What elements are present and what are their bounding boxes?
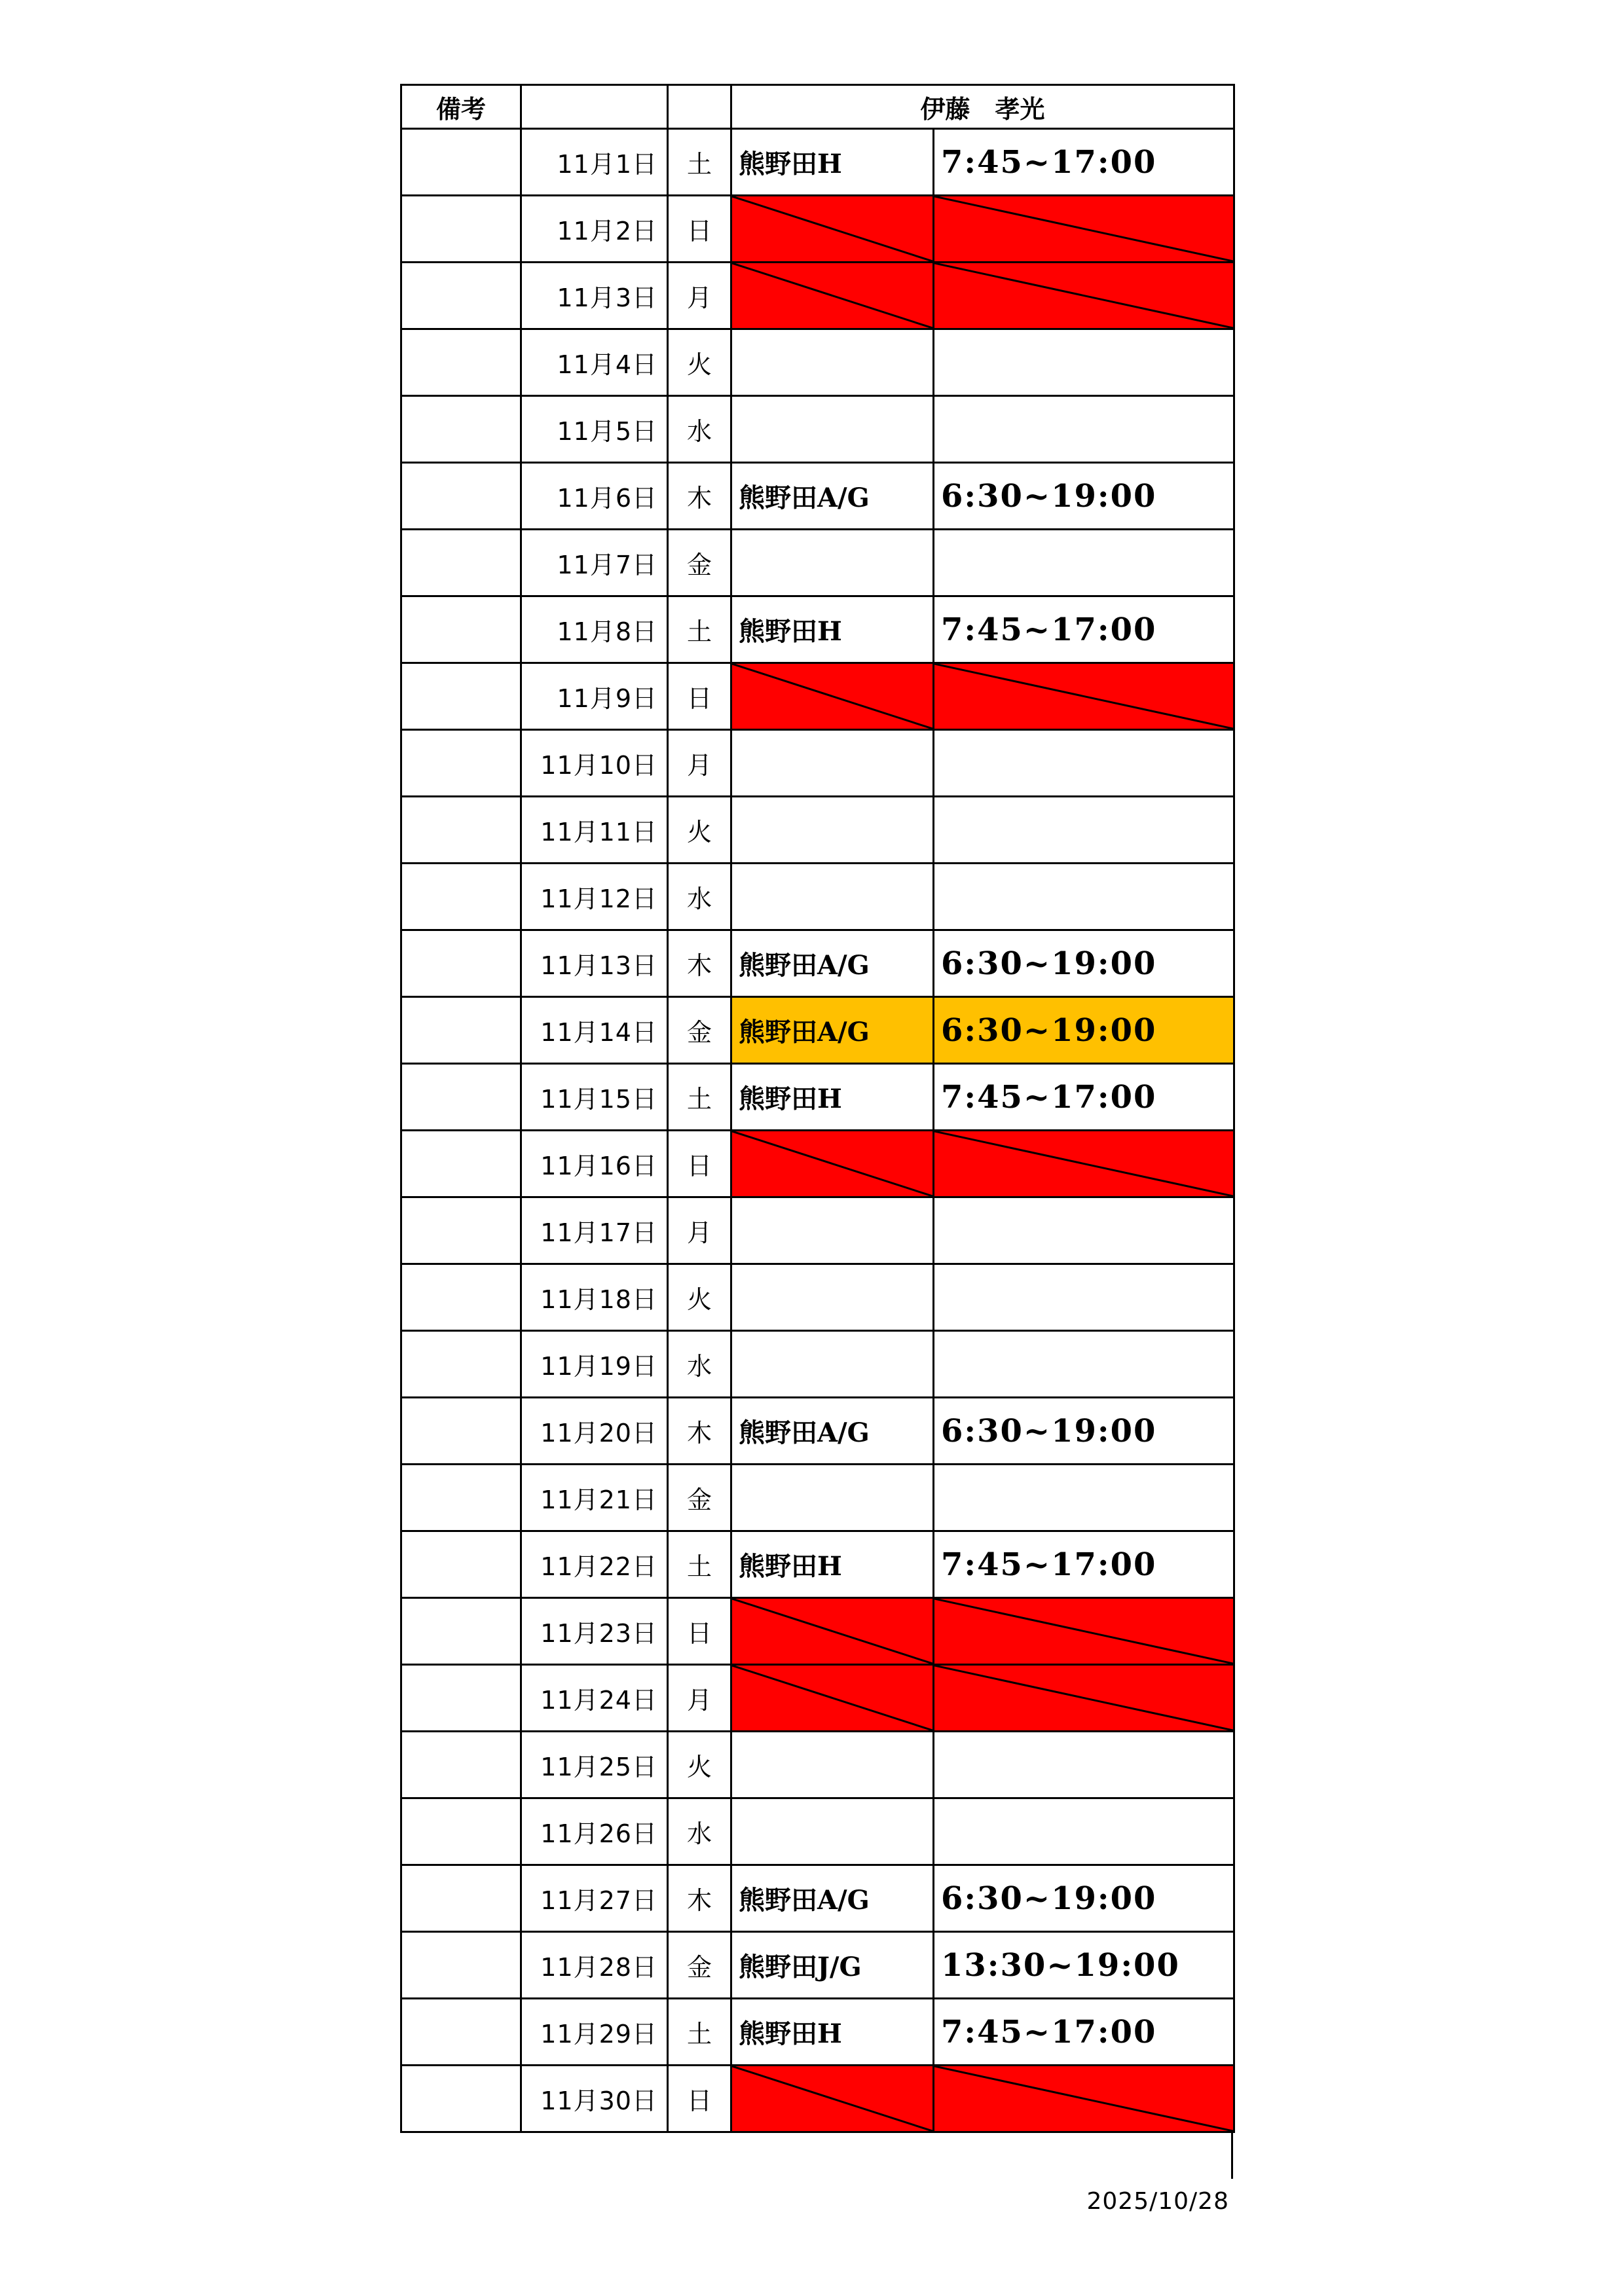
time-cell: [934, 797, 1234, 864]
time-cell: 7:45~17:00: [934, 1999, 1234, 2066]
date-cell: 11月30日: [521, 2066, 668, 2132]
weekday-cell: 火: [668, 1732, 731, 1798]
date-cell: 11月6日: [521, 463, 668, 530]
diagonal-strike-icon: [732, 664, 932, 729]
date-cell: 11月27日: [521, 1865, 668, 1932]
remark-cell: [401, 1865, 521, 1932]
date-cell: 11月23日: [521, 1598, 668, 1665]
weekday-cell: 木: [668, 930, 731, 997]
time-cell: 7:45~17:00: [934, 129, 1234, 196]
table-row: [401, 864, 1234, 930]
table-row: [401, 730, 1234, 797]
remark-cell: [401, 864, 521, 930]
remark-cell: [401, 1798, 521, 1865]
time-cell: [934, 1465, 1234, 1531]
weekday-cell: 日: [668, 663, 731, 730]
diagonal-strike-icon: [934, 1599, 1233, 1664]
time-cell: [934, 530, 1234, 596]
time-cell: [934, 864, 1234, 930]
date-cell: 11月24日: [521, 1665, 668, 1732]
weekday-cell: 月: [668, 1197, 731, 1264]
remark-cell: [401, 1064, 521, 1131]
time-cell: 6:30~19:00: [934, 997, 1234, 1064]
table-row: [401, 1598, 1234, 1665]
table-row: [401, 1865, 1234, 1932]
location-cell-off: [731, 663, 934, 730]
location-cell-off: [731, 1131, 934, 1197]
time-cell: [934, 730, 1234, 797]
remark-cell: [401, 663, 521, 730]
remark-cell: [401, 1264, 521, 1331]
weekday-cell: 水: [668, 396, 731, 463]
time-cell-off: [934, 2066, 1234, 2132]
location-cell: 熊野田H: [731, 1999, 934, 2066]
diagonal-strike-icon: [732, 263, 932, 328]
table-row: [401, 1331, 1234, 1398]
weekday-cell: 土: [668, 1064, 731, 1131]
time-cell: 7:45~17:00: [934, 596, 1234, 663]
time-cell: 13:30~19:00: [934, 1932, 1234, 1999]
remark-cell: [401, 263, 521, 329]
date-cell: 11月4日: [521, 329, 668, 396]
date-cell: 11月29日: [521, 1999, 668, 2066]
location-cell: [731, 1465, 934, 1531]
weekday-cell: 日: [668, 1598, 731, 1665]
weekday-cell: 火: [668, 1264, 731, 1331]
remark-cell: [401, 1197, 521, 1264]
remark-cell: [401, 1665, 521, 1732]
remark-cell: [401, 196, 521, 263]
remark-cell: [401, 1598, 521, 1665]
location-cell: 熊野田J/G: [731, 1932, 934, 1999]
date-cell: 11月14日: [521, 997, 668, 1064]
location-cell: [731, 1264, 934, 1331]
time-cell-off: [934, 1131, 1234, 1197]
date-cell: 11月8日: [521, 596, 668, 663]
date-cell: 11月3日: [521, 263, 668, 329]
table-row: [401, 530, 1234, 596]
date-cell: 11月19日: [521, 1331, 668, 1398]
table-row: [401, 1465, 1234, 1531]
date-cell: 11月18日: [521, 1264, 668, 1331]
table-row: [401, 1264, 1234, 1331]
table-row: [401, 463, 1234, 530]
location-cell: [731, 864, 934, 930]
date-cell: 11月26日: [521, 1798, 668, 1865]
table-row: [401, 1131, 1234, 1197]
date-cell: 11月16日: [521, 1131, 668, 1197]
date-cell: 11月22日: [521, 1531, 668, 1598]
location-cell: [731, 530, 934, 596]
location-cell: 熊野田A/G: [731, 463, 934, 530]
employee-name-header: 伊藤 孝光: [731, 85, 1234, 129]
time-cell: 6:30~19:00: [934, 930, 1234, 997]
location-cell: [731, 1331, 934, 1398]
remark-cell: [401, 1331, 521, 1398]
border-line: [1231, 2130, 1233, 2179]
location-cell-off: [731, 196, 934, 263]
diagonal-strike-icon: [934, 1666, 1233, 1730]
table-row: [401, 1999, 1234, 2066]
date-cell: 11月25日: [521, 1732, 668, 1798]
remark-cell: [401, 997, 521, 1064]
diagonal-strike-icon: [934, 263, 1233, 328]
time-cell-off: [934, 263, 1234, 329]
remark-cell: [401, 1932, 521, 1999]
date-cell: 11月20日: [521, 1398, 668, 1465]
remark-header: 備考: [401, 85, 521, 129]
header-row: [401, 85, 1234, 129]
location-cell: 熊野田A/G: [731, 997, 934, 1064]
time-cell-off: [934, 663, 1234, 730]
location-cell: 熊野田H: [731, 129, 934, 196]
diagonal-strike-icon: [934, 1131, 1233, 1196]
date-cell: 11月13日: [521, 930, 668, 997]
table-row: [401, 596, 1234, 663]
remark-cell: [401, 2066, 521, 2132]
table-row: [401, 396, 1234, 463]
remark-cell: [401, 1732, 521, 1798]
date-cell: 11月5日: [521, 396, 668, 463]
remark-cell: [401, 1131, 521, 1197]
date-cell: 11月21日: [521, 1465, 668, 1531]
date-cell: 11月1日: [521, 129, 668, 196]
date-cell: 11月15日: [521, 1064, 668, 1131]
remark-cell: [401, 797, 521, 864]
diagonal-strike-icon: [732, 1666, 932, 1730]
table-row: [401, 1665, 1234, 1732]
location-cell: [731, 1732, 934, 1798]
time-cell: [934, 1264, 1234, 1331]
location-cell-off: [731, 263, 934, 329]
weekday-cell: 水: [668, 1331, 731, 1398]
print-date: 2025/10/28: [1086, 2188, 1229, 2215]
table-row: [401, 1798, 1234, 1865]
remark-cell: [401, 1398, 521, 1465]
time-cell: [934, 1197, 1234, 1264]
location-cell-off: [731, 2066, 934, 2132]
date-cell: 11月9日: [521, 663, 668, 730]
table-row: [401, 196, 1234, 263]
diagonal-strike-icon: [934, 664, 1233, 729]
table-row: [401, 2066, 1234, 2132]
location-cell: 熊野田H: [731, 596, 934, 663]
weekday-cell: 日: [668, 196, 731, 263]
location-cell: [731, 730, 934, 797]
diagonal-strike-icon: [934, 196, 1233, 261]
location-cell: [731, 1798, 934, 1865]
weekday-cell: 木: [668, 463, 731, 530]
table-row: [401, 1531, 1234, 1598]
location-cell: 熊野田A/G: [731, 1865, 934, 1932]
weekday-cell: 日: [668, 1131, 731, 1197]
remark-cell: [401, 530, 521, 596]
time-cell: 6:30~19:00: [934, 463, 1234, 530]
table-row: [401, 663, 1234, 730]
table-row: [401, 1732, 1234, 1798]
location-cell-off: [731, 1598, 934, 1665]
time-cell-off: [934, 1598, 1234, 1665]
weekday-cell: 土: [668, 1999, 731, 2066]
weekday-cell: 金: [668, 1465, 731, 1531]
weekday-cell: 土: [668, 596, 731, 663]
weekday-cell: 金: [668, 997, 731, 1064]
time-cell-off: [934, 1665, 1234, 1732]
diagonal-strike-icon: [732, 1599, 932, 1664]
date-cell: 11月28日: [521, 1932, 668, 1999]
dow-header: [668, 85, 731, 129]
weekday-cell: 水: [668, 864, 731, 930]
remark-cell: [401, 930, 521, 997]
date-cell: 11月2日: [521, 196, 668, 263]
remark-cell: [401, 329, 521, 396]
location-cell-off: [731, 1665, 934, 1732]
weekday-cell: 月: [668, 730, 731, 797]
diagonal-strike-icon: [732, 196, 932, 261]
table-row: [401, 1398, 1234, 1465]
table-row: [401, 930, 1234, 997]
weekday-cell: 金: [668, 530, 731, 596]
table-row: [401, 329, 1234, 396]
weekday-cell: 木: [668, 1398, 731, 1465]
diagonal-strike-icon: [732, 2066, 932, 2131]
diagonal-strike-icon: [732, 1131, 932, 1196]
remark-cell: [401, 596, 521, 663]
weekday-cell: 水: [668, 1798, 731, 1865]
table-row: [401, 1932, 1234, 1999]
weekday-cell: 火: [668, 797, 731, 864]
location-cell: 熊野田H: [731, 1531, 934, 1598]
schedule-sheet: [400, 84, 1233, 2130]
time-cell: [934, 1798, 1234, 1865]
table-row: [401, 1197, 1234, 1264]
location-cell: 熊野田H: [731, 1064, 934, 1131]
remark-cell: [401, 1999, 521, 2066]
location-cell: [731, 396, 934, 463]
weekday-cell: 月: [668, 1665, 731, 1732]
table-row: [401, 797, 1234, 864]
table-row: [401, 129, 1234, 196]
remark-cell: [401, 129, 521, 196]
time-cell: [934, 1732, 1234, 1798]
time-cell: [934, 329, 1234, 396]
time-cell: 6:30~19:00: [934, 1865, 1234, 1932]
weekday-cell: 木: [668, 1865, 731, 1932]
diagonal-strike-icon: [934, 2066, 1233, 2131]
date-cell: 11月7日: [521, 530, 668, 596]
date-header: [521, 85, 668, 129]
remark-cell: [401, 1531, 521, 1598]
remark-cell: [401, 463, 521, 530]
date-cell: 11月10日: [521, 730, 668, 797]
time-cell-off: [934, 196, 1234, 263]
location-cell: [731, 1197, 934, 1264]
remark-cell: [401, 1465, 521, 1531]
table-row: [401, 997, 1234, 1064]
location-cell: 熊野田A/G: [731, 1398, 934, 1465]
schedule-table: [400, 84, 1235, 2133]
remark-cell: [401, 730, 521, 797]
weekday-cell: 月: [668, 263, 731, 329]
time-cell: [934, 1331, 1234, 1398]
time-cell: 7:45~17:00: [934, 1531, 1234, 1598]
remark-cell: [401, 396, 521, 463]
weekday-cell: 日: [668, 2066, 731, 2132]
date-cell: 11月17日: [521, 1197, 668, 1264]
time-cell: 6:30~19:00: [934, 1398, 1234, 1465]
weekday-cell: 土: [668, 1531, 731, 1598]
table-row: [401, 1064, 1234, 1131]
time-cell: [934, 396, 1234, 463]
weekday-cell: 火: [668, 329, 731, 396]
location-cell: [731, 797, 934, 864]
weekday-cell: 土: [668, 129, 731, 196]
time-cell: 7:45~17:00: [934, 1064, 1234, 1131]
date-cell: 11月12日: [521, 864, 668, 930]
weekday-cell: 金: [668, 1932, 731, 1999]
location-cell: [731, 329, 934, 396]
date-cell: 11月11日: [521, 797, 668, 864]
table-row: [401, 263, 1234, 329]
location-cell: 熊野田A/G: [731, 930, 934, 997]
